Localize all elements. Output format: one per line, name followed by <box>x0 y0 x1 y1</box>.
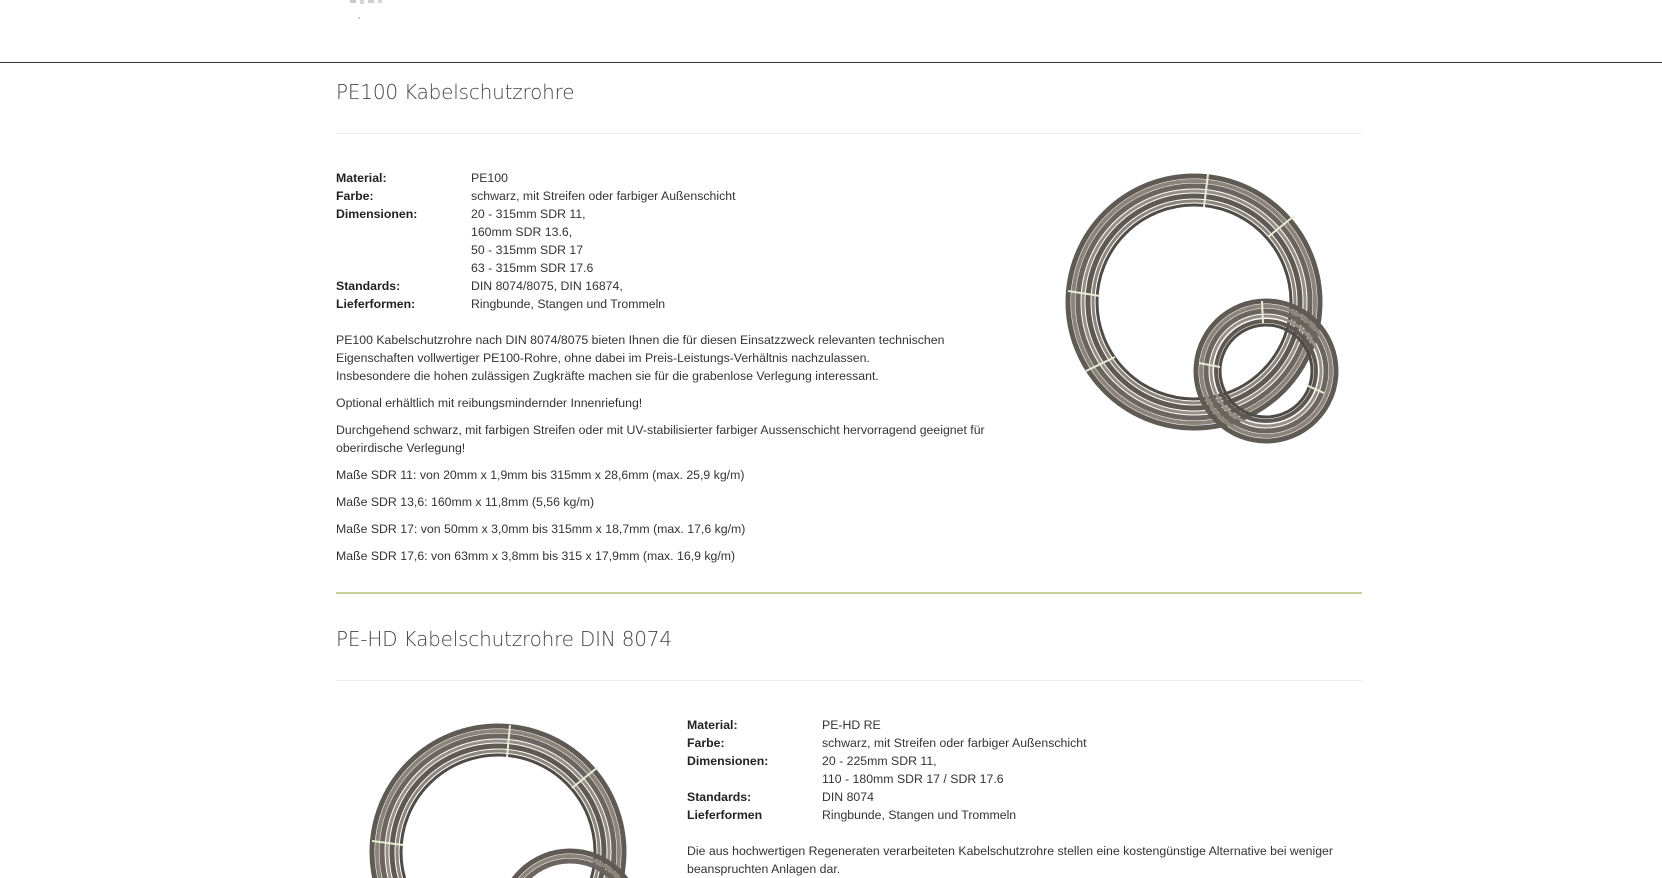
spec-table <box>336 169 736 313</box>
section-title: PE-HD Kabelschutzrohre DIN 8074 <box>336 627 672 651</box>
spec-value-line: 160mm SDR 13.6, <box>471 225 573 239</box>
title-divider <box>336 680 1362 681</box>
spec-key: Standards: <box>336 279 401 293</box>
spec-row-delivery <box>336 295 736 313</box>
feature-note: Optional erhältlich mit reibungsmindernder Innenriefung! <box>336 396 643 410</box>
coiled-pipe-icon <box>1068 174 1336 441</box>
spec-value <box>471 205 736 277</box>
spec-value: DIN 8074 <box>822 790 874 804</box>
dimension-line: Maße SDR 17,6: von 63mm x 3,8mm bis 315 x 17,9mm (max. 16,9 kg/m) <box>336 549 736 563</box>
logo-icon[interactable] <box>350 0 400 20</box>
product-section-pehd <box>336 626 1362 652</box>
spec-key: Material: <box>336 171 387 185</box>
spec-row-dimensions <box>336 205 736 277</box>
spec-key: Material: <box>687 718 738 732</box>
dimension-line: Maße SDR 13,6: 160mm x 11,8mm (5,56 kg/m) <box>336 495 595 509</box>
section-divider <box>336 592 1362 594</box>
product-section-pe100 <box>336 79 1362 105</box>
title-divider <box>336 133 1362 134</box>
spec-value-line: 110 - 180mm SDR 17 / SDR 17.6 <box>822 772 1004 786</box>
spec-row-standards <box>687 788 1087 806</box>
spec-value: PE-HD RE <box>822 718 881 732</box>
spec-row-dimensions <box>687 752 1087 788</box>
site-header <box>0 0 1662 63</box>
dimension-line: Maße SDR 11: von 20mm x 1,9mm bis 315mm x 28,6mm (max. 25,9 kg/m) <box>336 468 745 482</box>
spec-table <box>687 716 1087 824</box>
spec-row-material <box>687 716 1087 734</box>
spec-value: Ringbunde, Stangen und Trommeln <box>822 808 1017 822</box>
spec-key: Lieferformen <box>687 808 763 822</box>
spec-value: schwarz, mit Streifen oder farbiger Außenschicht <box>471 189 736 203</box>
description-paragraph <box>336 331 1016 385</box>
spec-row-material <box>336 169 736 187</box>
spec-value: schwarz, mit Streifen oder farbiger Außenschicht <box>822 736 1087 750</box>
spec-key: Lieferformen: <box>336 297 416 311</box>
spec-row-delivery <box>687 806 1087 824</box>
spec-value-line: 50 - 315mm SDR 17 <box>471 243 584 257</box>
feature-note: Durchgehend schwarz, mit farbigen Streifen oder mit UV-stabilisierter farbiger Aussenschicht hervorragend geeignet für oberirdische Verlegung! <box>336 423 985 455</box>
product-image-pehd <box>358 717 648 868</box>
section-title: PE100 Kabelschutzrohre <box>336 80 575 104</box>
description-block <box>336 331 1016 385</box>
spec-value-line: 20 - 315mm SDR 11, <box>471 207 586 221</box>
spec-key: Dimensionen: <box>336 207 418 221</box>
spec-row-color <box>687 734 1087 752</box>
spec-key: Farbe: <box>687 736 725 750</box>
description-paragraph: Die aus hochwertigen Regeneraten verarbeiteten Kabelschutzrohre stellen eine kostengünstige Alternative bei weniger beanspruchten Anlagen dar. <box>687 844 1333 876</box>
product-image-pe100 <box>1062 171 1352 461</box>
spec-value: Ringbunde, Stangen und Trommeln <box>471 297 666 311</box>
description-text: PE100 Kabelschutzrohre nach DIN 8074/8075 bieten Ihnen die für diesen Einsatzzweck relevanten technischen Eigenschaften vollwertiger PE100-Rohre, ohne dabei im Preis-Leistungs-Verhältnis nachzulassen. <box>336 333 945 365</box>
description-text: Insbesondere die hohen zulässigen Zugkräfte machen sie für die grabenlose Verlegung interessant. <box>336 369 879 383</box>
spec-value: PE100 <box>471 171 508 185</box>
spec-key: Dimensionen: <box>687 754 769 768</box>
spec-value <box>822 752 1087 788</box>
coiled-pipe-icon <box>372 725 640 878</box>
spec-key: Standards: <box>687 790 752 804</box>
spec-value: DIN 8074/8075, DIN 16874, <box>471 279 623 293</box>
spec-key: Farbe: <box>336 189 374 203</box>
spec-row-standards <box>336 277 736 295</box>
spec-value-line: 20 - 225mm SDR 11, <box>822 754 937 768</box>
spec-value-line: 63 - 315mm SDR 17.6 <box>471 261 594 275</box>
dimension-line: Maße SDR 17: von 50mm x 3,0mm bis 315mm x 18,7mm (max. 17,6 kg/m) <box>336 522 746 536</box>
spec-row-color <box>336 187 736 205</box>
